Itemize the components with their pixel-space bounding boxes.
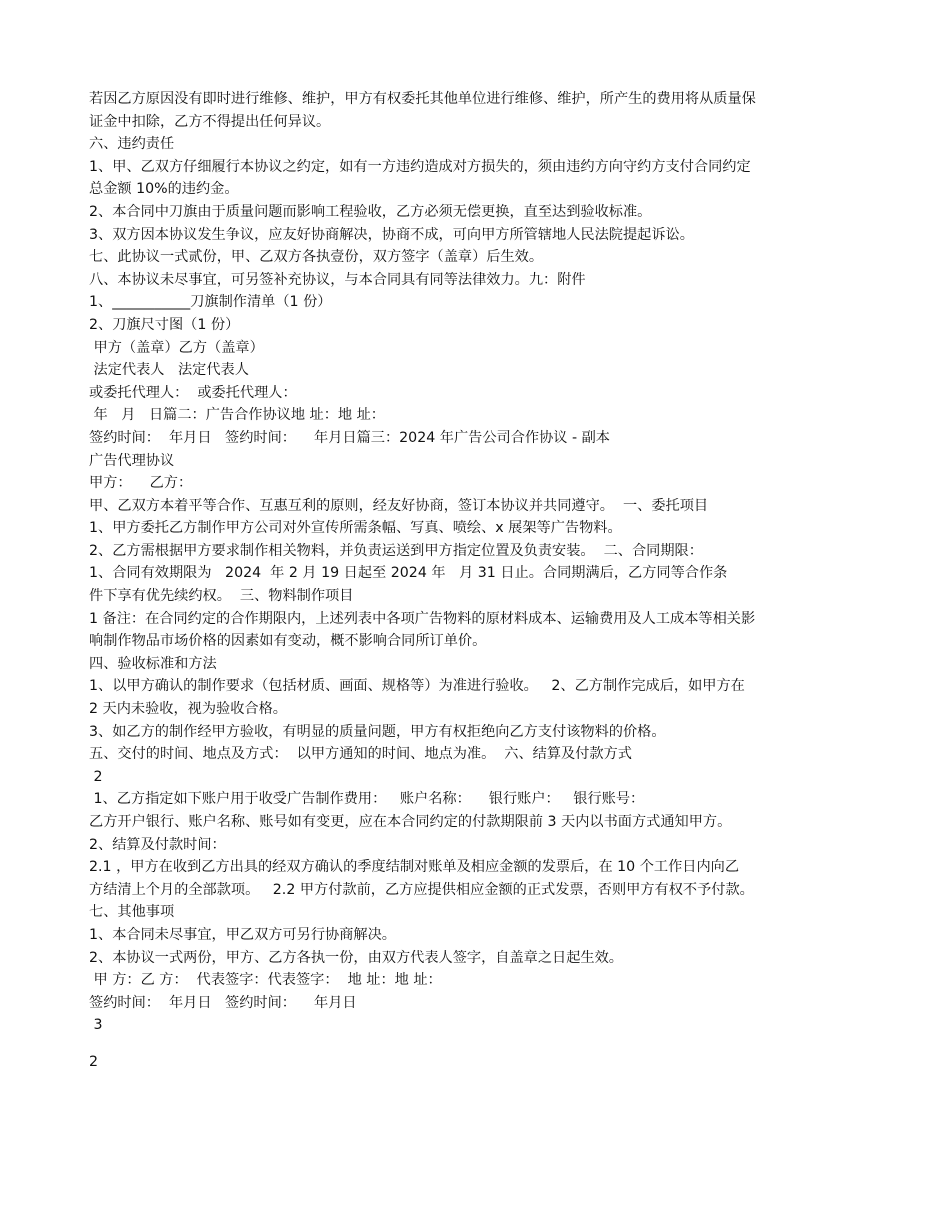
signature-line: 甲 方：乙 方： 代表签字：代表签字： 地 址：地 址： (89, 972, 442, 989)
text-line: 3、双方因本协议发生争议，应友好协商解决，协商不成，可向甲方所管辖地人民法院提起诉讼。 (89, 226, 694, 243)
text-line: 1、甲方委托乙方制作甲方公司对外宣传所需条幅、写真、喷绘、x 展架等广告物料。 (89, 520, 622, 537)
text-line: 1 备注：在合同约定的合作期限内，上述列表中各项广告物料的原材料成本、运输费用及人工成本等相关影 (89, 610, 756, 627)
text-line: 若因乙方原因没有即时进行维修、维护，甲方有权委托其他单位进行维修、维护，所产生的费用将从质量保 (89, 91, 756, 107)
document-subtitle: 广告代理协议 (89, 452, 175, 469)
signature-line: 签约时间： 年月日 签约时间： 年月日 (89, 994, 357, 1011)
text-line: 1、甲、乙双方仔细履行本协议之约定，如有一方违约造成对方损失的，须由违约方向守约方支付合同约定 (89, 158, 751, 175)
text-line: 2.1 ，甲方在收到乙方出具的经双方确认的季度结制对账单及相应金额的发票后，在 10 个工作日内向乙 (89, 859, 740, 876)
text-line: 甲、乙双方本着平等合作、互惠互利的原则，经友好协商，签订本协议并共同遵守。 一、委托项目 (89, 497, 709, 514)
text-line: 2、本合同中刀旗由于质量问题而影响工程验收，乙方必须无偿更换，直至达到验收标准。 (89, 203, 652, 220)
section-heading: 四、验收标准和方法 (89, 655, 217, 672)
page-number: 2 (89, 1053, 99, 1070)
text-line: 2 天内未验收，视为验收合格。 (89, 701, 287, 718)
inline-page-marker: 2 (89, 768, 103, 785)
signature-line: 法定代表人 法定代表人 (89, 362, 249, 379)
text-line: 2、乙方需根据甲方要求制作相关物料，并负责运送到甲方指定位置及负责安装。 二、合同期限： (89, 542, 703, 559)
text-line: 2、结算及付款时间： (89, 836, 226, 853)
signature-line: 签约时间： 年月日 签约时间： 年月日篇三：2024 年广告公司合作协议 - 副本 (89, 429, 610, 446)
text-line: 1、___________刀旗制作清单（1 份） (89, 294, 332, 311)
text-line: 证金中扣除，乙方不得提出任何异议。 (89, 113, 331, 130)
text-line: 八、本协议未尽事宜，可另签补充协议，与本合同具有同等法律效力。九：附件 (89, 271, 586, 288)
parties-line: 甲方： 乙方： (89, 475, 193, 492)
text-line: 2、刀旗尺寸图（1 份） (89, 316, 240, 333)
text-line: 1、本合同未尽事宜，甲乙双方可另行协商解决。 (89, 926, 396, 943)
text-line: 方结清上个月的全部款项。 2.2 甲方付款前，乙方应提供相应金额的正式发票，否则甲方有权不予付款。 (89, 881, 754, 898)
signature-line: 或委托代理人： 或委托代理人： (89, 384, 297, 401)
signature-line: 甲方（盖章）乙方（盖章） (89, 339, 264, 356)
text-line: 2、本协议一式两份，甲方、乙方各执一份，由双方代表人签字，自盖章之日起生效。 (89, 949, 623, 966)
text-line: 件下享有优先续约权。 三、物料制作项目 (89, 588, 354, 605)
section-heading: 七、其他事项 (89, 904, 175, 921)
text-line: 3、如乙方的制作经甲方验收，有明显的质量问题，甲方有权拒绝向乙方支付该物料的价格。 (89, 723, 666, 740)
text-line: 1、以甲方确认的制作要求（包括材质、画面、规格等）为准进行验收。 2、乙方制作完成后，如甲方在 (89, 678, 745, 695)
spacer (89, 1037, 879, 1051)
text-line: 五、交付的时间、地点及方式： 以甲方通知的时间、地点为准。 六、结算及付款方式 (89, 746, 632, 763)
signature-line: 年 月 日篇二：广告合作协议地 址：地 址： (89, 407, 385, 424)
text-line: 1、合同有效期限为 2024 年 2 月 19 日起至 2024 年 月 31 日止。合同期满后，乙方同等合作条 (89, 565, 728, 582)
text-line: 1、乙方指定如下账户用于收受广告制作费用： 账户名称： 银行账户： 银行账号： (89, 791, 645, 808)
text-line: 七、此协议一式贰份，甲、乙双方各执壹份，双方签字（盖章）后生效。 (89, 249, 544, 266)
section-heading: 六、违约责任 (89, 136, 175, 153)
text-line: 响制作物品市场价格的因素如有变动，概不影响合同所订单价。 (89, 633, 487, 650)
text-line: 乙方开户银行、账户名称、账号如有变更，应在本合同约定的付款期限前 3 天内以书面方式通知甲方。 (89, 814, 732, 830)
document-body (89, 88, 879, 1074)
inline-page-marker: 3 (89, 1017, 103, 1034)
text-line: 总金额 10%的违约金。 (89, 181, 239, 198)
